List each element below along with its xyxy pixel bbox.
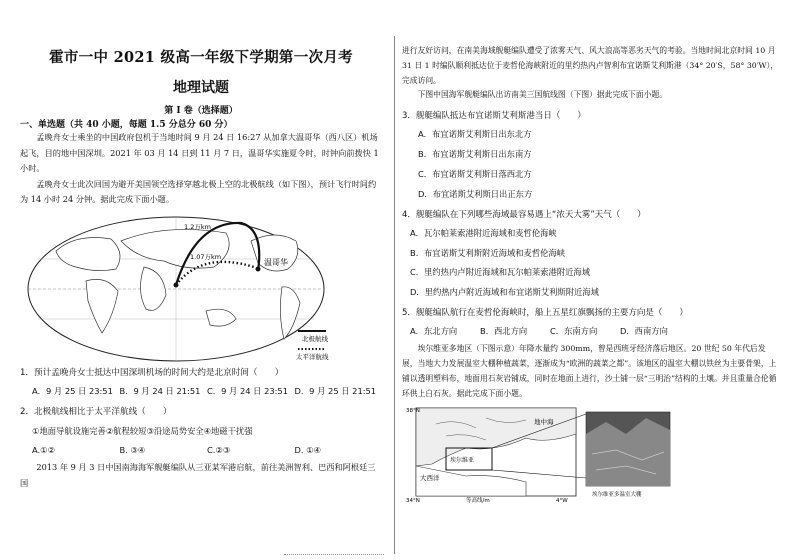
q3-option-d[interactable]: D．布宜诺斯艾利斯日出正东方 (418, 188, 533, 199)
map2-label-region: 埃尔维亚 (450, 456, 475, 464)
q1-option-b[interactable]: B．9 月 24 日 21:51 (119, 385, 201, 396)
world-route-map (26, 211, 364, 363)
question-2: 2．北极航线相比于太平洋航线（ ） (20, 406, 172, 417)
q4-option-a[interactable]: A．瓦尔帕莱索港附近海域和麦哲伦海峡 (410, 228, 557, 239)
question-5-options (402, 322, 780, 340)
map2-label-ocean: 大西洋 (420, 473, 440, 482)
world-map-figure (26, 211, 364, 363)
intro-continued-1: 进行友好访问，在南美海域舰艇编队遭受了浓雾天气、风大浪高等恶劣天气的考验。当地时间北京时间 10 月 31 日 1 时编队顺利抵达位于麦哲伦海峡附近的里约热内卢智利布宜诺斯艾利斯港（34° 20′S，58° 30′W），完成访问。 (402, 46, 779, 85)
question-3: 3．舰艇编队抵达布宜诺斯艾利斯港当日（ ） (402, 111, 586, 122)
q5-option-b[interactable]: B．西北方向 (480, 326, 528, 337)
section-heading: 一、单选题（共 40 小题，每题 1.5 分总分 60 分） (20, 120, 233, 130)
question-4: 4．舰艇编队在下列哪些海域最容易遇上“浓天大雾”天气（ ） (402, 210, 646, 221)
map2-label-lat: 34°N (406, 497, 420, 504)
left-column (20, 44, 382, 491)
almeria-map-figure (406, 404, 778, 504)
question-2-options (20, 441, 382, 459)
q2-option-b[interactable]: B. ③④ (119, 445, 146, 455)
q3-option-c[interactable]: C．布宜诺斯艾利斯日落西北方 (418, 168, 532, 179)
map2-label-lat2: 38°N (406, 407, 420, 414)
q4-option-c[interactable]: C．里约热内卢附近海域和瓦尔帕莱索港附近海域 (410, 267, 591, 278)
page-footer (284, 554, 384, 558)
q5-option-c[interactable]: C．东南方向 (550, 326, 598, 337)
intro-paragraph-4: 埃尔维亚多地区（下图示意）年降水量约 300mm，曾是西班牙经济落后地区。20 世纪 50 年代后发展，当地大力发展温室大棚种植蔬菜，逐渐成为“欧洲的蔬菜之都”。该地区的温室大棚以铁丝为主要骨架，上铺以透明塑料布，地面用石灰岩铺成，同时在地面上进行，沙土铺一层“三明治”结构的土壤。并且重量合伦循环供上白石灰。据此完成下面小题。 (402, 344, 777, 398)
q1-option-a[interactable]: A．9 月 25 日 23:51 (32, 385, 113, 396)
intro-paragraph-1: 孟晚舟女士乘坐的中国政府包机于当地时间 9 月 24 日 16:27 从加拿大温哥华（西八区）机场起飞，目的地中国深圳。2021 年 03 月 14 日到 11 月 7 日，温哥华实施夏令时，时钟向前拨快 1 小时。 (20, 132, 379, 173)
q1-option-d[interactable]: D．9 月 25 日 21:51 (294, 385, 377, 396)
intro-continued-2: 下图中国海军舰艇编队出访南美三国航线图（下图）据此完成下面小题。 (417, 90, 668, 100)
q3-option-b[interactable]: B．布宜诺斯艾利斯日出东南方 (418, 148, 532, 159)
map2-label-lon: 4°W (556, 497, 568, 504)
q4-option-d[interactable]: D．里约热内卢附近海域和布宜诺斯艾利斯附近海域 (410, 286, 599, 297)
q5-option-d[interactable]: D．西南方向 (620, 326, 668, 337)
question-1: 1．预计孟晚舟女士抵达中国深圳机场的时间大约是北京时间（ ） (20, 367, 284, 378)
q2-option-c[interactable]: C.②③ (207, 445, 231, 455)
subject-title: 地理试题 (173, 80, 229, 96)
map-label-distance: 1.2万km (184, 222, 211, 231)
legend-pacific: 太平洋航线 (296, 352, 329, 361)
intro-paragraph-2: 孟晚舟女士此次回国为避开美国领空选择穿越北极上空的北极航线（如下图），预计飞行时间约为 14 小时 24 分钟。据此完成下面小题。 (20, 178, 377, 204)
q3-option-a[interactable]: A．布宜诺斯艾利斯日出东北方 (418, 129, 532, 140)
volume-heading: 第 I 卷（选择题） (164, 106, 238, 116)
map2-caption: 埃尔维亚多温室大棚 (592, 491, 642, 498)
almeria-map (406, 404, 778, 504)
intro-paragraph-3: 2013 年 9 月 3 日中国南海海军舰艇编队从三亚某军港启航，前往美洲智利、巴西和阿根廷三国 (20, 462, 376, 488)
map2-legend: 等高线/m (466, 497, 490, 504)
column-divider (394, 36, 395, 554)
question-5: 5．舰艇编队航行在麦哲伦海峡时，船上五星红旗飘扬的主要方向是（ ） (402, 308, 688, 319)
q1-option-c[interactable]: C．9 月 24 日 23:51 (207, 385, 288, 396)
q2-option-a[interactable]: A.①② (32, 445, 56, 455)
exam-title: 霍市一中 2021 级高一年级下学期第一次月考 (49, 49, 353, 66)
q4-option-b[interactable]: B．布宜诺斯艾利斯附近海域和麦哲伦海峡 (410, 247, 566, 258)
question-1-options (20, 382, 382, 400)
legend-arctic: 北极航线 (302, 334, 328, 343)
q5-option-a[interactable]: A．东北方向 (410, 326, 458, 337)
map2-label-sea: 地中海 (534, 417, 554, 426)
map-label-distance-2: 1.07万km (190, 252, 222, 261)
right-column (402, 44, 780, 504)
map-label-city: 温哥华 (264, 257, 288, 267)
q2-option-d[interactable]: D. ①④ (294, 445, 322, 455)
question-2-statements: ①地面导航设施完善②航程较短③沿途局势安全④地磁干扰强 (32, 425, 253, 436)
